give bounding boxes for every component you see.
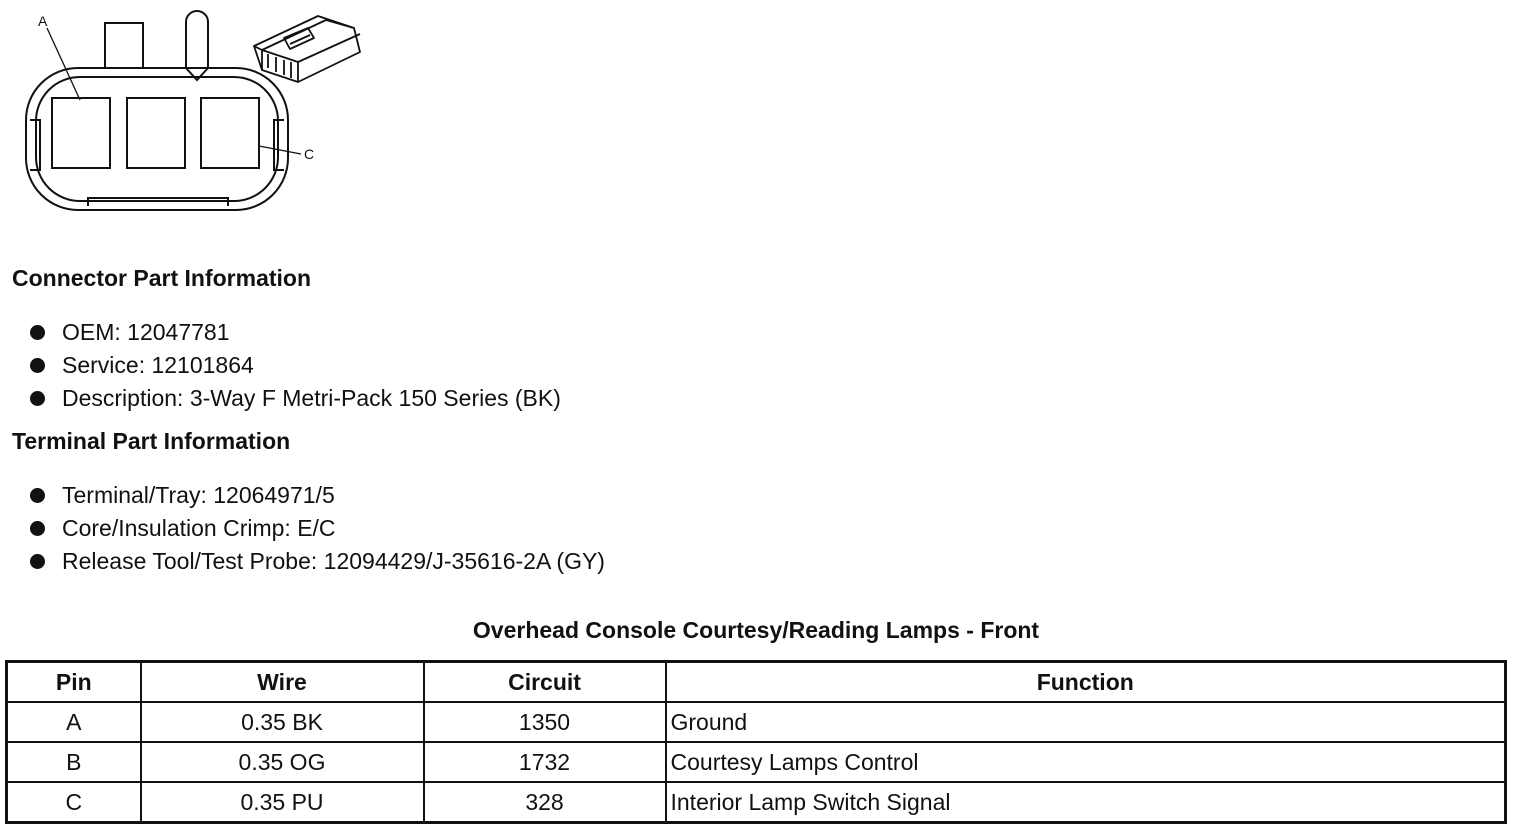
cell-function: Courtesy Lamps Control — [666, 742, 1506, 782]
bullet-icon — [30, 554, 45, 569]
list-item-text: Core/Insulation Crimp: E/C — [62, 515, 336, 541]
list-item-text: OEM: 12047781 — [62, 319, 230, 345]
cavity-c — [201, 98, 259, 168]
cell-circuit: 328 — [424, 782, 666, 823]
table-row — [7, 702, 1506, 742]
connector-inner-shell — [36, 77, 278, 201]
cell-wire: 0.35 BK — [141, 702, 424, 742]
callout-c-leader — [259, 146, 301, 154]
connector-outer-shell — [26, 68, 288, 210]
bullet-icon — [30, 391, 45, 406]
cell-pin: B — [7, 742, 141, 782]
table-header-row — [7, 662, 1506, 703]
cell-wire: 0.35 OG — [141, 742, 424, 782]
list-item — [30, 349, 561, 382]
list-item — [30, 479, 605, 512]
cell-function: Interior Lamp Switch Signal — [666, 782, 1506, 823]
table-row — [7, 742, 1506, 782]
callout-c-label: C — [304, 146, 315, 162]
list-item-text: Release Tool/Test Probe: 12094429/J-35616-2A (GY) — [62, 548, 605, 574]
terminal-info-list — [30, 479, 605, 578]
cell-circuit: 1350 — [424, 702, 666, 742]
bullet-icon — [30, 325, 45, 340]
bullet-icon — [30, 521, 45, 536]
list-item-text: Service: 12101864 — [62, 352, 254, 378]
cell-pin: C — [7, 782, 141, 823]
cell-function: Ground — [666, 702, 1506, 742]
pin-table — [5, 660, 1507, 824]
connector-thumbnail — [254, 16, 360, 82]
list-item — [30, 382, 561, 415]
connector-info-heading: Connector Part Information — [12, 265, 312, 291]
bullet-icon — [30, 358, 45, 373]
cavity-b — [127, 98, 185, 168]
table-row — [7, 782, 1506, 823]
list-item-text: Terminal/Tray: 12064971/5 — [62, 482, 335, 508]
connector-tab — [105, 23, 143, 68]
list-item-text: Description: 3-Way F Metri-Pack 150 Series (BK) — [62, 385, 561, 411]
column-header-function: Function — [666, 662, 1506, 703]
table-title: Overhead Console Courtesy/Reading Lamps - Front — [472, 617, 1040, 643]
list-item — [30, 512, 605, 545]
callout-a-leader — [47, 28, 80, 100]
column-header-wire: Wire — [141, 662, 424, 703]
column-header-pin: Pin — [7, 662, 141, 703]
list-item — [30, 316, 561, 349]
column-header-circuit: Circuit — [424, 662, 666, 703]
cell-circuit: 1732 — [424, 742, 666, 782]
cell-wire: 0.35 PU — [141, 782, 424, 823]
connector-diagram — [18, 8, 378, 220]
connector-latch — [186, 11, 208, 80]
terminal-info-heading: Terminal Part Information — [12, 428, 291, 454]
list-item — [30, 545, 605, 578]
connector-info-list — [30, 316, 561, 415]
bullet-icon — [30, 488, 45, 503]
cavity-a — [52, 98, 110, 168]
cell-pin: A — [7, 702, 141, 742]
callout-a-label: A — [38, 13, 48, 29]
